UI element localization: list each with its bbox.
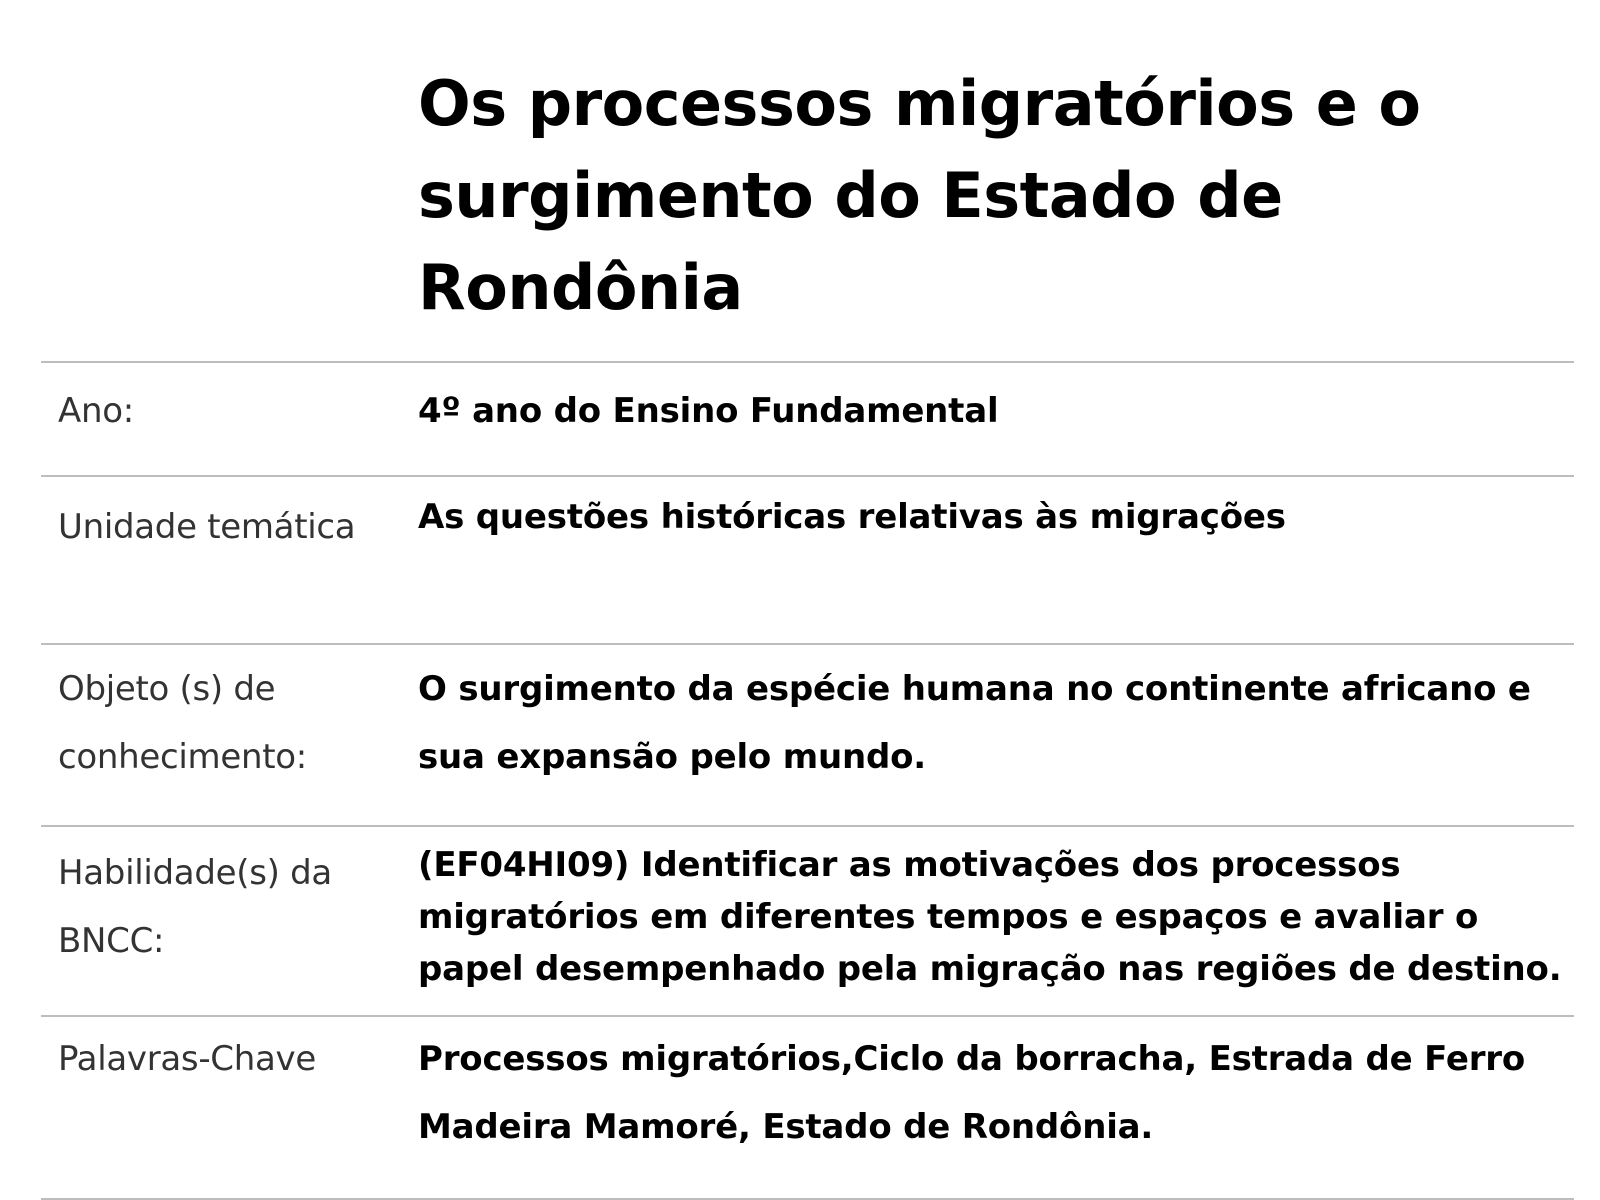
info-label-unidade-tematica: Unidade temática — [58, 507, 356, 547]
info-value-habilidade-bncc: (EF04HI09) Identificar as motivações dos processos migratórios em diferentes tempos e espaços e avaliar o papel desempenhado pela migração nas regiões de destino. — [418, 845, 1562, 989]
info-row-unidade-tematica — [41, 477, 1574, 645]
info-row-palavras-chave — [41, 1017, 1574, 1200]
info-row-objeto-conhecimento — [41, 645, 1574, 827]
info-row-ano — [41, 363, 1574, 477]
page-title: Os processos migratórios e o surgimento do Estado de Rondônia — [418, 67, 1421, 324]
info-label-objeto-conhecimento: Objeto (s) de conhecimento: — [58, 669, 307, 777]
info-label-palavras-chave: Palavras-Chave — [58, 1039, 316, 1079]
lesson-info-table — [41, 361, 1574, 1200]
info-value-palavras-chave: Processos migratórios,Ciclo da borracha, Estrada de Ferro Madeira Mamoré, Estado de Rondônia. — [418, 1039, 1525, 1147]
info-value-unidade-tematica: As questões históricas relativas às migrações — [418, 497, 1286, 537]
info-value-ano: 4º ano do Ensino Fundamental — [418, 391, 999, 431]
info-label-ano: Ano: — [58, 391, 134, 431]
info-row-habilidade-bncc — [41, 827, 1574, 1017]
info-label-habilidade-bncc: Habilidade(s) da BNCC: — [58, 853, 332, 961]
info-value-objeto-conhecimento: O surgimento da espécie humana no continente africano e sua expansão pelo mundo. — [418, 669, 1531, 777]
